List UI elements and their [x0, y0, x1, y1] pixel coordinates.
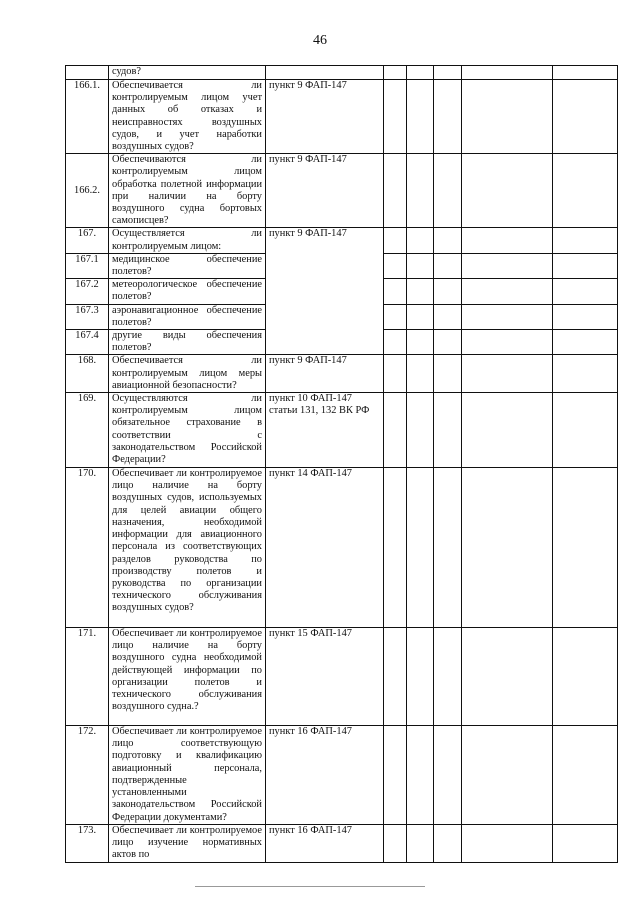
- answer-na-cell: [434, 304, 462, 329]
- item-reference: [266, 66, 384, 80]
- note-cell: [553, 468, 618, 628]
- note-cell: [553, 66, 618, 80]
- note-cell: [553, 253, 618, 278]
- comment-cell: [462, 279, 553, 304]
- item-number: 166.1.: [66, 80, 109, 154]
- item-question: медицинское обеспечение полетов?: [109, 253, 266, 278]
- answer-no-cell: [407, 66, 434, 80]
- item-question: Обеспечивает ли контролируемое лицо наличие на борту воздушных судов, используемых для целей авиации общего назначения, необходимой информации для авиационного персонала из соответствующих разделов руководства по производству полетов и руководства по организации технического обслуживания воздушных судов?: [109, 468, 266, 628]
- item-number: 167.3: [66, 304, 109, 329]
- answer-na-cell: [434, 279, 462, 304]
- comment-cell: [462, 228, 553, 253]
- note-cell: [553, 628, 618, 726]
- answer-na-cell: [434, 80, 462, 154]
- answer-no-cell: [407, 253, 434, 278]
- item-number: 168.: [66, 355, 109, 393]
- answer-na-cell: [434, 330, 462, 355]
- note-cell: [553, 154, 618, 228]
- item-number: 166.2.: [66, 154, 109, 228]
- item-question: Обеспечивает ли контролируемое лицо изучение нормативных актов по: [109, 824, 266, 862]
- item-question: метеорологическое обеспечение полетов?: [109, 279, 266, 304]
- item-reference: пункт 9 ФАП-147: [266, 228, 384, 355]
- note-cell: [553, 304, 618, 329]
- comment-cell: [462, 253, 553, 278]
- comment-cell: [462, 66, 553, 80]
- answer-yes-cell: [384, 304, 407, 329]
- answer-yes-cell: [384, 154, 407, 228]
- table-row: [66, 154, 618, 228]
- item-question: другие виды обеспечения полетов?: [109, 330, 266, 355]
- comment-cell: [462, 80, 553, 154]
- item-reference: пункт 10 ФАП-147 статьи 131, 132 ВК РФ: [266, 393, 384, 468]
- item-number: 167.4: [66, 330, 109, 355]
- note-cell: [553, 726, 618, 825]
- comment-cell: [462, 393, 553, 468]
- answer-no-cell: [407, 468, 434, 628]
- comment-cell: [462, 304, 553, 329]
- item-number: 171.: [66, 628, 109, 726]
- answer-na-cell: [434, 253, 462, 278]
- answer-yes-cell: [384, 726, 407, 825]
- item-question: Обеспечивает ли контролируемое лицо соответствующую подготовку и квалификацию авиационный персонала, подтвержденные установленными законодательством Российской Федерации документами?: [109, 726, 266, 825]
- answer-yes-cell: [384, 824, 407, 862]
- table-row: [66, 355, 618, 393]
- note-cell: [553, 80, 618, 154]
- answer-no-cell: [407, 228, 434, 253]
- note-cell: [553, 228, 618, 253]
- item-question: судов?: [109, 66, 266, 80]
- comment-cell: [462, 154, 553, 228]
- answer-na-cell: [434, 154, 462, 228]
- answer-yes-cell: [384, 330, 407, 355]
- answer-yes-cell: [384, 393, 407, 468]
- answer-na-cell: [434, 355, 462, 393]
- answer-yes-cell: [384, 253, 407, 278]
- item-question: аэронавигационное обеспечение полетов?: [109, 304, 266, 329]
- item-reference: пункт 9 ФАП-147: [266, 80, 384, 154]
- table-row: [66, 66, 618, 80]
- item-reference: пункт 16 ФАП-147: [266, 726, 384, 825]
- item-question: Обеспечиваются ли контролируемым лицом обработка полетной информации при наличии на борту воздушного судна бортовых самописцев?: [109, 154, 266, 228]
- comment-cell: [462, 468, 553, 628]
- item-number: 172.: [66, 726, 109, 825]
- answer-no-cell: [407, 355, 434, 393]
- table-row: [66, 824, 618, 862]
- answer-na-cell: [434, 393, 462, 468]
- item-number: 170.: [66, 468, 109, 628]
- item-question: Осуществляются ли контролируемым лицом обязательное страхование в соответствии с законодательством Российской Федерации?: [109, 393, 266, 468]
- answer-no-cell: [407, 154, 434, 228]
- table-row: [66, 726, 618, 825]
- item-number: 169.: [66, 393, 109, 468]
- answer-no-cell: [407, 279, 434, 304]
- answer-yes-cell: [384, 228, 407, 253]
- item-reference: пункт 15 ФАП-147: [266, 628, 384, 726]
- answer-yes-cell: [384, 279, 407, 304]
- note-cell: [553, 355, 618, 393]
- note-cell: [553, 279, 618, 304]
- answer-na-cell: [434, 468, 462, 628]
- item-number: [66, 66, 109, 80]
- answer-na-cell: [434, 824, 462, 862]
- item-question: Осуществляется ли контролируемым лицом:: [109, 228, 266, 253]
- item-number: 173.: [66, 824, 109, 862]
- item-reference: пункт 9 ФАП-147: [266, 355, 384, 393]
- note-cell: [553, 824, 618, 862]
- comment-cell: [462, 355, 553, 393]
- item-reference: пункт 9 ФАП-147: [266, 154, 384, 228]
- item-question: Обеспечивает ли контролируемое лицо наличие на борту воздушного судна необходимой действующей информации по организации полетов и технического обслуживания воздушного судна.?: [109, 628, 266, 726]
- comment-cell: [462, 726, 553, 825]
- comment-cell: [462, 628, 553, 726]
- table-row: [66, 393, 618, 468]
- answer-no-cell: [407, 628, 434, 726]
- item-reference: пункт 14 ФАП-147: [266, 468, 384, 628]
- answer-no-cell: [407, 330, 434, 355]
- note-cell: [553, 330, 618, 355]
- page-bottom-rule: [195, 886, 425, 887]
- answer-yes-cell: [384, 468, 407, 628]
- comment-cell: [462, 330, 553, 355]
- item-question: Обеспечивается ли контролируемым лицом учет данных об отказах и неисправностях воздушных судов, и учет наработки воздушных судов?: [109, 80, 266, 154]
- answer-yes-cell: [384, 80, 407, 154]
- table-row: [66, 80, 618, 154]
- answer-na-cell: [434, 228, 462, 253]
- answer-yes-cell: [384, 355, 407, 393]
- checklist-table: [65, 65, 618, 863]
- item-reference: пункт 16 ФАП-147: [266, 824, 384, 862]
- comment-cell: [462, 824, 553, 862]
- note-cell: [553, 393, 618, 468]
- answer-no-cell: [407, 393, 434, 468]
- table-row: [66, 628, 618, 726]
- answer-na-cell: [434, 726, 462, 825]
- page-number: 46: [313, 33, 327, 48]
- answer-yes-cell: [384, 628, 407, 726]
- answer-no-cell: [407, 824, 434, 862]
- answer-yes-cell: [384, 66, 407, 80]
- item-number: 167.: [66, 228, 109, 253]
- item-number: 167.1: [66, 253, 109, 278]
- answer-na-cell: [434, 628, 462, 726]
- answer-no-cell: [407, 304, 434, 329]
- answer-na-cell: [434, 66, 462, 80]
- table-row: [66, 468, 618, 628]
- answer-no-cell: [407, 726, 434, 825]
- item-question: Обеспечивается ли контролируемым лицом меры авиационной безопасности?: [109, 355, 266, 393]
- table-row: [66, 228, 618, 253]
- item-number: 167.2: [66, 279, 109, 304]
- answer-no-cell: [407, 80, 434, 154]
